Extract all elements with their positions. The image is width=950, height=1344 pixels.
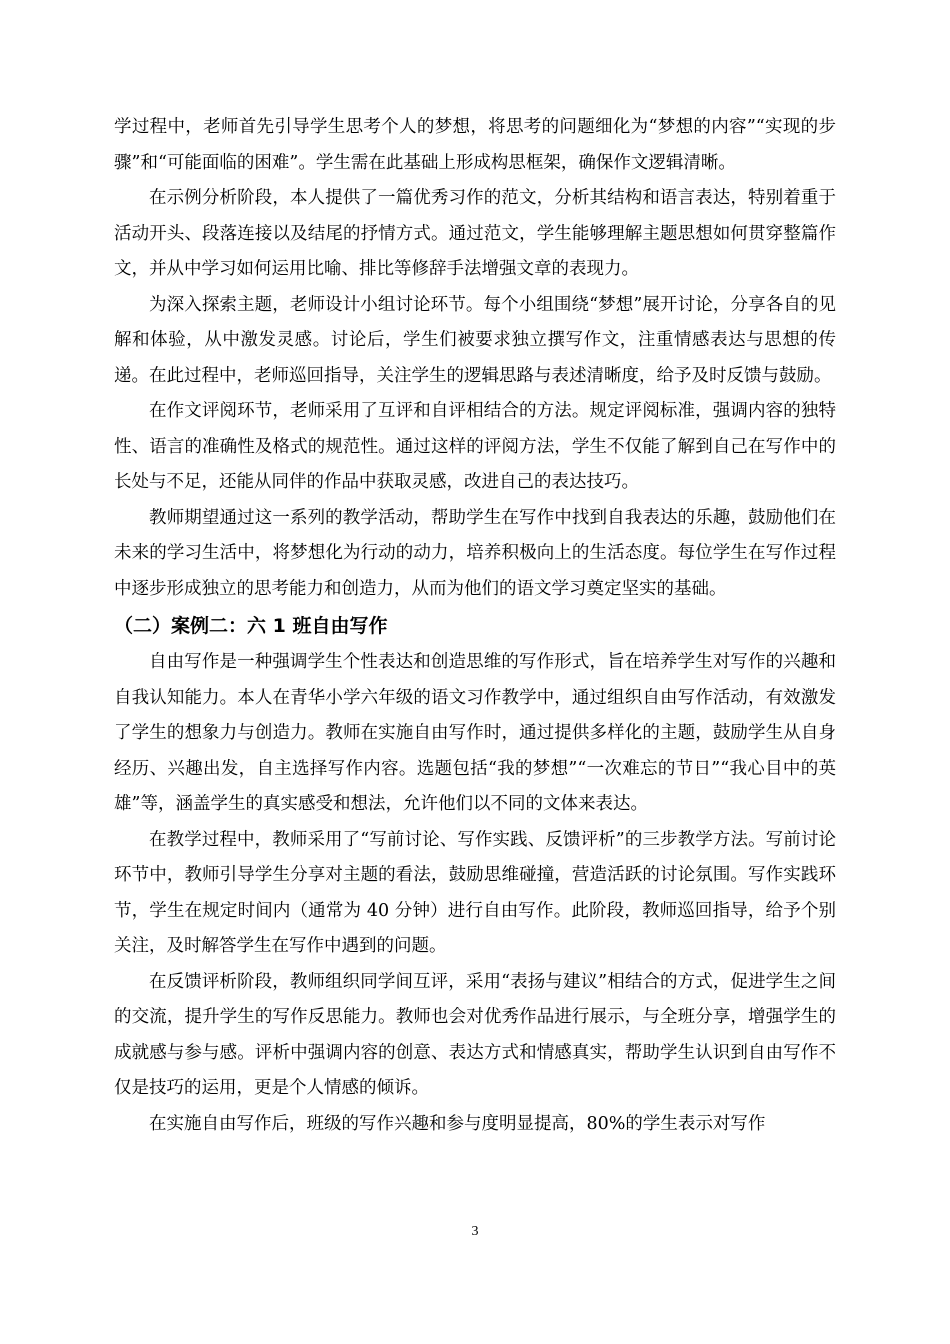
paragraph-group-discussion: 为深入探索主题，老师设计小组讨论环节。每个小组围绕“梦想”展开讨论，分享各自的见解和体验，从中激发灵感。讨论后，学生们被要求独立撰写作文，注重情感表达与思想的传递。在此过程中，老师巡回指导，关注学生的逻辑思路与表述清晰度，给予及时反馈与鼓励。 <box>114 294 836 386</box>
section-heading: （二）案例二：六 1 班自由写作 <box>114 615 388 637</box>
paragraph-example-analysis: 在示例分析阶段，本人提供了一篇优秀习作的范文，分析其结构和语言表达，特别着重于活动开头、段落连接以及结尾的抒情方式。通过范文，学生能够理解主题思想如何贯穿整篇作文，并从中学习如何运用比喻、排比等修辞手法增强文章的表现力。 <box>114 188 836 279</box>
paragraph-three-step-method: 在教学过程中，教师采用了“写前讨论、写作实践、反馈评析”的三步教学方法。写前讨论环节中，教师引导学生分享对主题的看法，鼓励思维碰撞，营造活跃的讨论氛围。写作实践环节，学生在规定时间内（通常为 40 分钟）进行自由写作。此阶段，教师巡回指导，给予个别关注，及时解答学生在写作中遇到的问题。 <box>114 829 836 956</box>
paragraph-continued: 学过程中，老师首先引导学生思考个人的梦想，将思考的问题细化为“梦想的内容”“实现的步骤”和“可能面临的困难”。学生需在此基础上形成构思框架，确保作文逻辑清晰。 <box>114 117 836 173</box>
paragraph-teacher-expectation: 教师期望通过这一系列的教学活动，帮助学生在写作中找到自我表达的乐趣，鼓励他们在未来的学习生活中，将梦想化为行动的动力，培养积极向上的生活态度。每位学生在写作过程中逐步形成独立的思考能力和创造力，从而为他们的语文学习奠定坚实的基础。 <box>114 507 836 599</box>
paragraph-essay-review: 在作文评阅环节，老师采用了互评和自评相结合的方法。规定评阅标准，强调内容的独特性、语言的准确性及格式的规范性。通过这样的评阅方法，学生不仅能了解到自己在写作中的长处与不足，还能从同伴的作品中获取灵感，改进自己的表达技巧。 <box>114 401 836 492</box>
page-number: 3 <box>471 1224 479 1239</box>
paragraph-feedback-stage: 在反馈评析阶段，教师组织同学间互评，采用“表扬与建议”相结合的方式，促进学生之间的交流，提升学生的写作反思能力。教师也会对优秀作品进行展示，与全班分享，增强学生的成就感与参与感。评析中强调内容的创意、表达方式和情感真实，帮助学生认识到自由写作不仅是技巧的运用，更是个人情感的倾诉。 <box>114 971 836 1098</box>
document-body <box>114 110 836 1142</box>
paragraph-free-writing-intro: 自由写作是一种强调学生个性表达和创造思维的写作形式，旨在培养学生对写作的兴趣和自我认知能力。本人在青华小学六年级的语文习作教学中，通过组织自由写作活动，有效激发了学生的想象力与创造力。教师在实施自由写作时，通过提供多样化的主题，鼓励学生从自身经历、兴趣出发，自主选择写作内容。选题包括“我的梦想”“一次难忘的节日”“我心目中的英雄”等，涵盖学生的真实感受和想法，允许他们以不同的文体来表达。 <box>114 652 836 814</box>
paragraph-results: 在实施自由写作后，班级的写作兴趣和参与度明显提高，80%的学生表示对写作 <box>149 1113 766 1134</box>
